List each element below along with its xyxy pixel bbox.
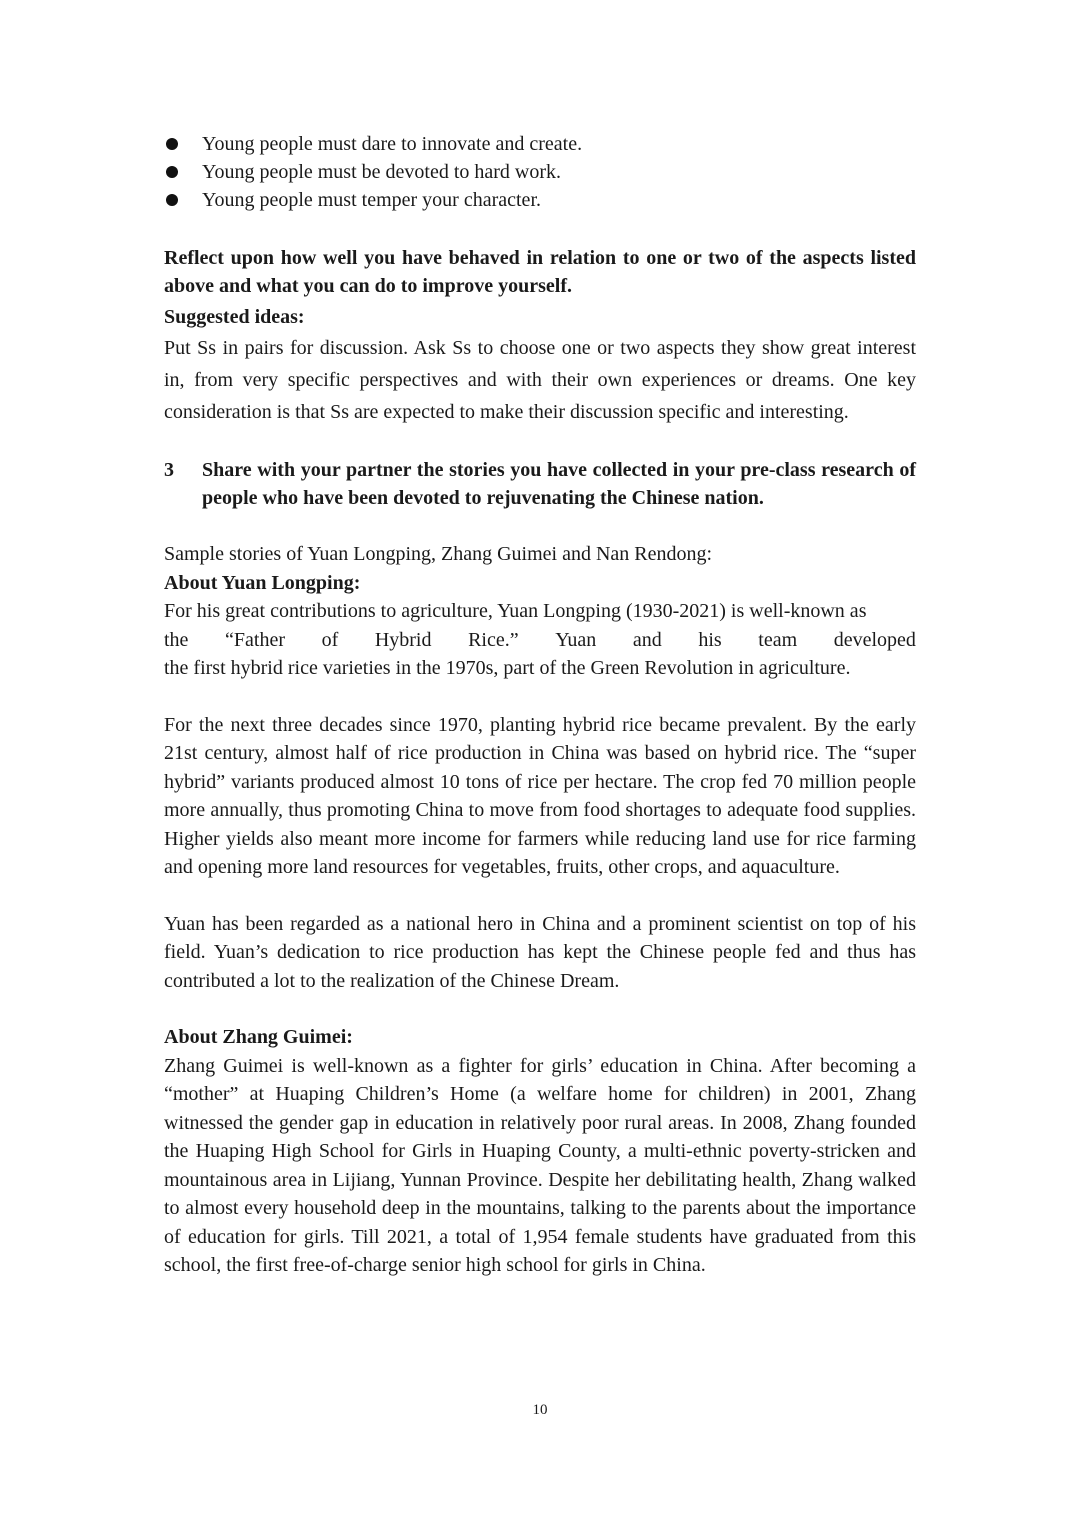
bullet-item: Young people must be devoted to hard work. xyxy=(164,158,916,186)
word: Hybrid xyxy=(374,628,432,651)
bullet-dot-icon xyxy=(166,194,178,206)
bullet-item: Young people must dare to innovate and create. xyxy=(164,130,916,158)
word: “Father xyxy=(225,628,285,651)
suggested-ideas-text: Put Ss in pairs for discussion. Ask Ss to choose one or two aspects they show great interest in, from very specific perspectives and with their own experiences or dreams. One key consideration is that Ss are expected to make their discussion specific and interesting. xyxy=(164,337,916,423)
word: Yuan xyxy=(555,628,597,651)
word: developed xyxy=(833,628,916,651)
word: team xyxy=(758,628,798,651)
bullet-dot-icon xyxy=(166,166,178,178)
document-page xyxy=(164,130,916,1280)
word: Rice.” xyxy=(468,628,519,651)
word: of xyxy=(321,628,339,651)
zhang-paragraph-1: Zhang Guimei is well-known as a fighter for girls’ education in China. After becoming a “mother” at Huaping Children’s Home (a welfare home for children) in 2001, Zhang witnessed the gender gap in education in relatively poor rural areas. In 2008, Zhang founded the Huaping High School for Girls in Huaping County, a multi-ethnic poverty-stricken and mountainous area in Lijiang, Yunnan Province. Despite her debilitating health, Zhang walked to almost every household deep in the mountains, talking to the parents about the importance of education for girls. Till 2021, a total of 1,954 female students have graduated from this school, the first free-of-charge senior high school for girls in China. xyxy=(164,1054,916,1276)
yuan-paragraph-2: For the next three decades since 1970, planting hybrid rice became prevalent. By the early 21st century, almost half of rice production in China was based on hybrid rice. The “super hybrid” variants produced almost 10 tons of rice per hectare. The crop fed 70 million people more annually, thus promoting China to move from food shortages to adequate food supplies. Higher yields also meant more income for farmers while reducing land use for rice farming and opening more land resources for vegetables, fruits, other crops, and aquaculture. xyxy=(164,713,916,878)
samples-intro: Sample stories of Yuan Longping, Zhang Guimei and Nan Rendong: xyxy=(164,543,713,565)
yuan-p1-line1: For his great contributions to agriculture, Yuan Longping (1930-2021) is well-known as xyxy=(164,600,867,622)
word: the xyxy=(164,628,189,651)
zhang-heading: About Zhang Guimei: xyxy=(164,1026,353,1048)
bullet-dot-icon xyxy=(166,138,178,150)
word: his xyxy=(698,628,722,651)
reflect-heading: Reflect upon how well you have behaved in relation to one or two of the aspects listed above and what you can do to improve yourself. xyxy=(164,247,916,297)
yuan-p1-line3: the first hybrid rice varieties in the 1970s, part of the Green Revolution in agriculture. xyxy=(164,657,851,679)
section-number: 3 xyxy=(164,459,174,481)
word: and xyxy=(632,628,662,651)
yuan-p1-line2 xyxy=(164,626,916,655)
bullet-item: Young people must temper your character. xyxy=(164,186,916,214)
section-3-heading xyxy=(164,456,916,512)
bullet-list xyxy=(164,130,916,214)
section-title: Share with your partner the stories you have collected in your pre-class research of people who have been devoted to rejuvenating the Chinese nation. xyxy=(202,459,916,509)
yuan-heading: About Yuan Longping: xyxy=(164,571,361,594)
yuan-paragraph-3: Yuan has been regarded as a national hero in China and a prominent scientist on top of his field. Yuan’s dedication to rice production has kept the Chinese people fed and thus has contributed a lot to the realization of the Chinese Dream. xyxy=(164,912,916,992)
page-number: 10 xyxy=(532,1402,548,1418)
suggested-ideas-label: Suggested ideas: xyxy=(164,306,305,328)
